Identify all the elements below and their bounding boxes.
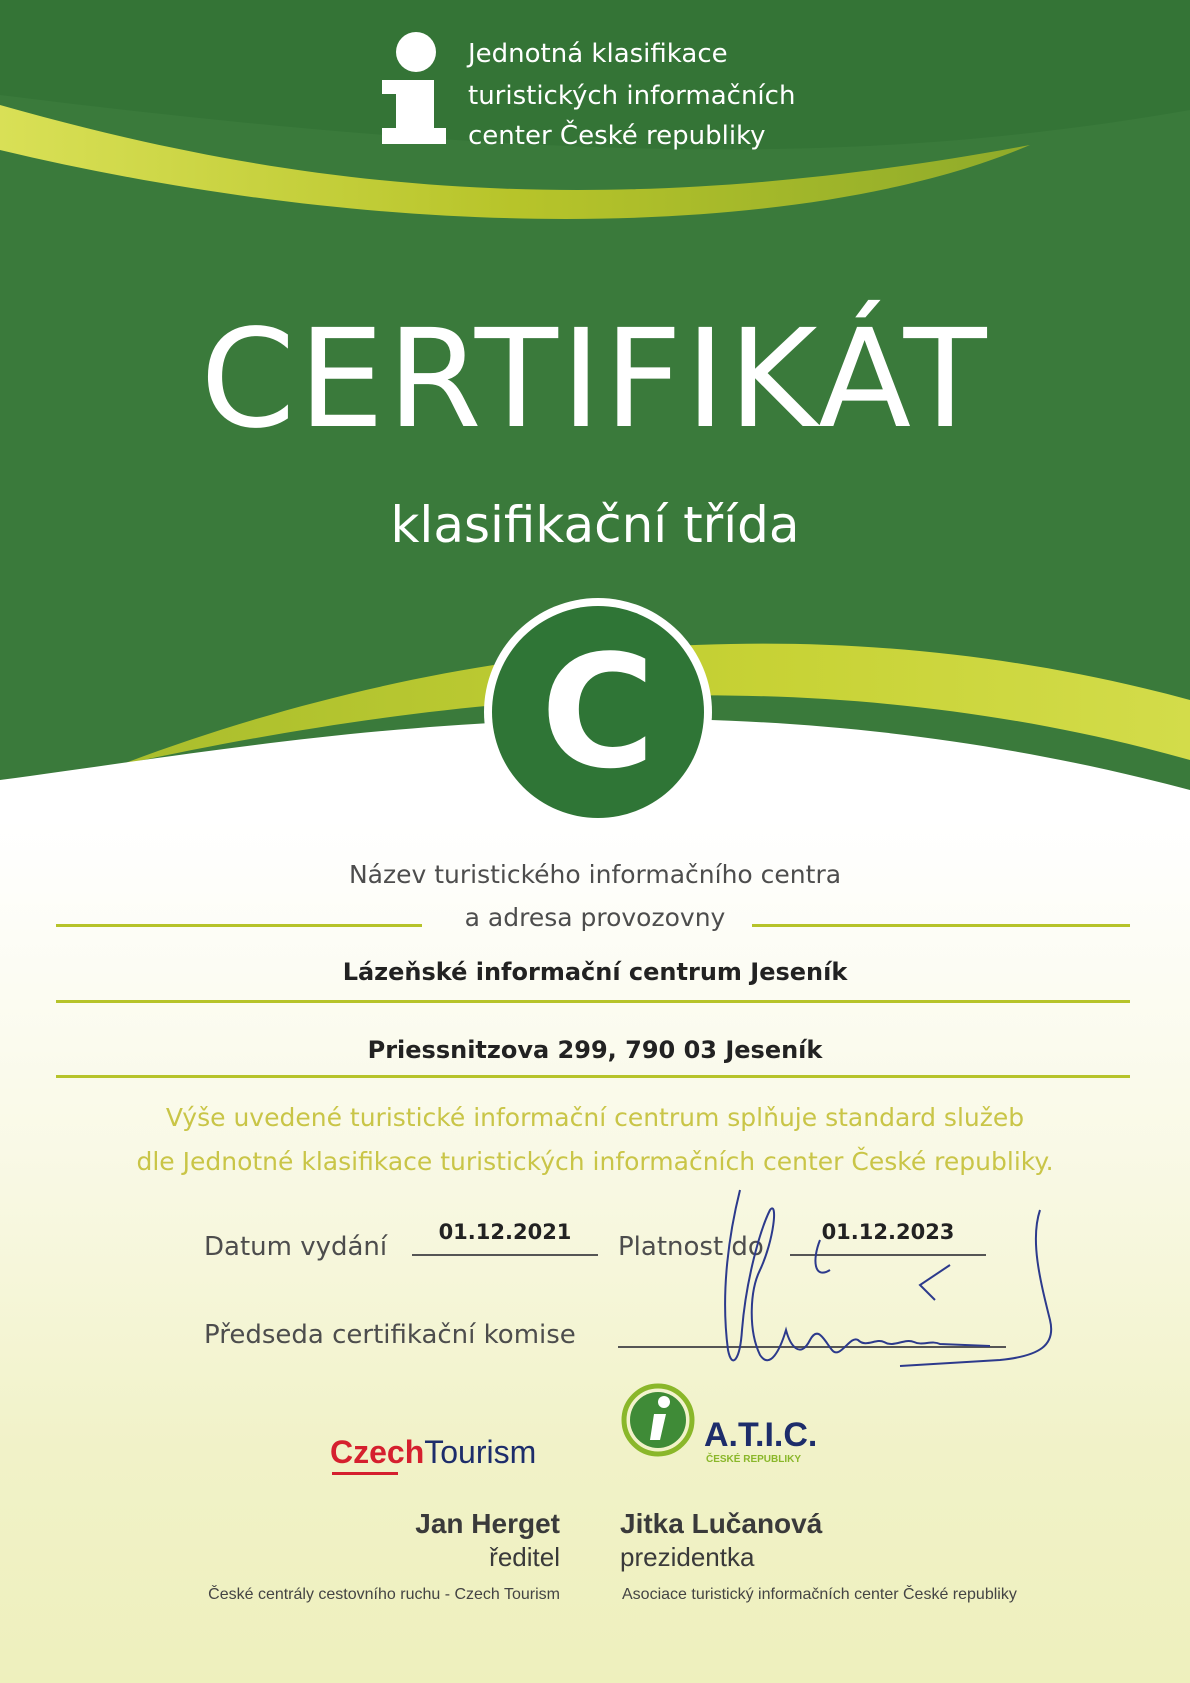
issued-rule: [412, 1254, 598, 1256]
statement-line1: Výše uvedené turistické informační centrum splňuje standard služeb: [165, 1103, 1025, 1132]
issued-label: Datum vydání: [204, 1232, 388, 1262]
valid-value: 01.12.2023: [821, 1220, 955, 1244]
committee-label: Předseda certifikační komise: [204, 1320, 576, 1350]
atic-logo-subtext: ČESKÉ REPUBLIKY: [706, 1454, 802, 1465]
name-label-line2: a adresa provozovny: [464, 903, 726, 932]
right-signatory-role: prezidentka: [620, 1542, 755, 1572]
czechtourism-underline: [332, 1472, 398, 1475]
right-signatory-name: Jitka Lučanová: [620, 1508, 823, 1539]
signature-drawing: [700, 1170, 1080, 1400]
issued-value: 01.12.2021: [438, 1220, 572, 1244]
czechtourism-logo-part1: Czech: [330, 1434, 425, 1470]
certificate-title: CERTIFIKÁT: [200, 301, 990, 459]
left-signatory-name: Jan Herget: [415, 1508, 560, 1539]
rule-right: [752, 924, 1130, 927]
czechtourism-logo: [330, 1434, 536, 1471]
center-name: Lázeňské informační centrum Jeseník: [342, 958, 848, 986]
atic-logo-text: A.T.I.C.: [704, 1416, 818, 1454]
left-signatory-org: České centrály cestovního ruchu - Czech Tourism: [208, 1586, 560, 1603]
right-signatory-org: Asociace turistický informačních center České republiky: [622, 1586, 1017, 1603]
header-line-1: Jednotná klasifikace: [468, 39, 728, 69]
certificate-subtitle: klasifikační třída: [390, 496, 800, 554]
rule-address: [56, 1075, 1130, 1078]
center-address: Priessnitzova 299, 790 03 Jeseník: [367, 1036, 823, 1064]
name-label-line1: Název turistického informačního centra: [348, 860, 842, 889]
valid-label: Platnost do: [618, 1232, 764, 1262]
header-line-3: center České republiky: [468, 121, 766, 151]
czechtourism-logo-part2: Tourism: [424, 1434, 537, 1470]
left-signatory-role: ředitel: [489, 1542, 560, 1572]
header-line-2: turistických informačních: [468, 81, 796, 111]
classification-grade: C: [540, 621, 656, 803]
rule-name: [56, 1000, 1130, 1003]
statement-line2: dle Jednotné klasifikace turistických informačních center České republiky.: [136, 1147, 1054, 1176]
atic-info-icon: [620, 1382, 696, 1458]
info-i-icon: [378, 30, 450, 148]
